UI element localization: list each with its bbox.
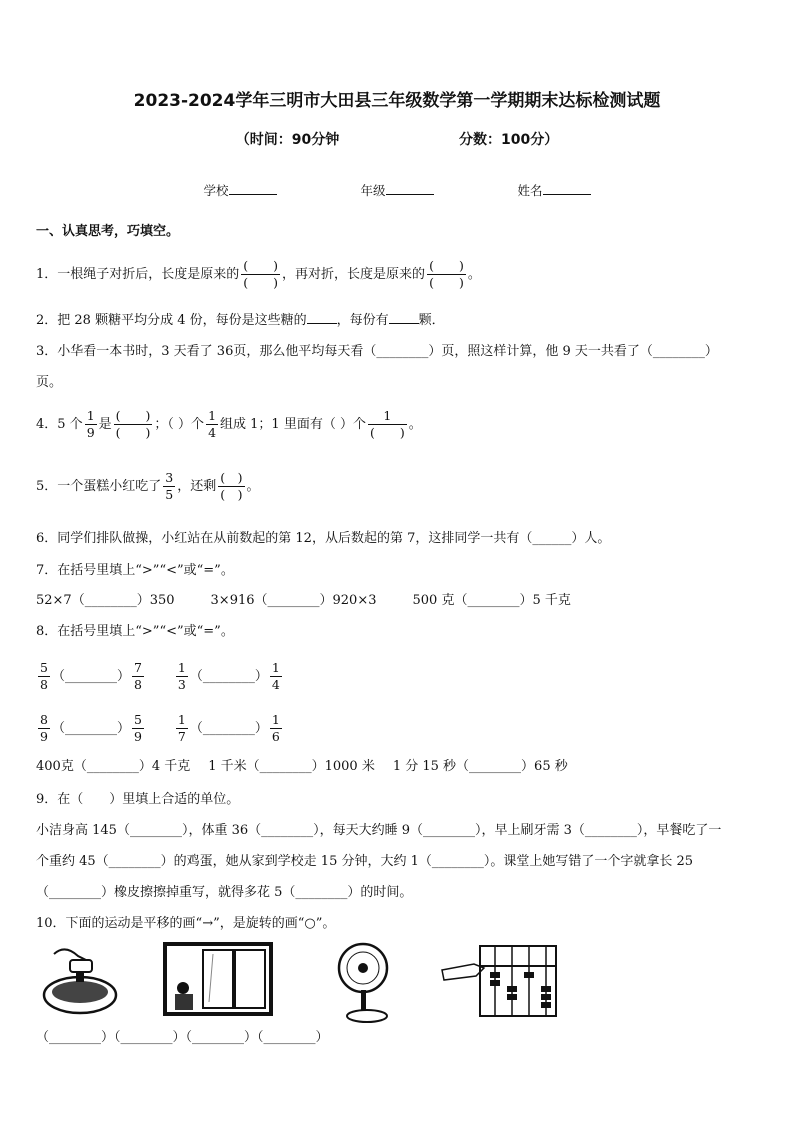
question-9-line2: 个重约 45（________）的鸡蛋，她从家到学校走 15 分钟，大约 1（________）。课堂上她写错了一个字就拿长 25: [36, 854, 694, 869]
question-7: 7．在括号里填上“>”“<”或“=”。: [36, 563, 234, 578]
question-3-cont: 页。: [36, 375, 63, 390]
page-title: 2023-2024学年三明市大田县三年级数学第一学期期末达标检测试题: [133, 91, 661, 111]
question-2: 2．把 28 颗糖平均分成 4 份，每份是这些糖的 ，每份有 颗．: [36, 313, 445, 328]
question-1: 1．一根绳子对折后，长度是原来的 $\frac{( )}{( )}$ ，再对折，长度是原来的 $\frac{( )}{( )}$ 。: [36, 258, 481, 290]
faucet-sink-image: [40, 940, 120, 1020]
name-field[interactable]: [543, 194, 591, 195]
question-10-answers[interactable]: （________）（________）（________）（________）: [36, 1030, 329, 1045]
question-9: 9．在（ ）里填上合适的单位。: [36, 792, 240, 807]
answer-blank[interactable]: [389, 323, 419, 324]
question-8-row1: $\frac{5}{8}$ （________） $\frac{7}{8}$ $\frac{1}{3}$ （________） $\frac{1}{4}$: [40, 660, 280, 692]
fraction: $\frac{3}{5}$: [165, 470, 174, 502]
fraction-blank[interactable]: $\frac{( )}{( )}$: [115, 408, 151, 440]
school-label: 学校: [203, 183, 229, 198]
grade-field[interactable]: [386, 194, 434, 195]
fraction-blank[interactable]: $\frac{( )}{( )}$: [429, 258, 464, 290]
question-8-row3: 400克（________）4 千克 1 千米（________）1000 米 1 分 15 秒（________）65 秒: [36, 759, 568, 774]
time-label: （时间：90分钟: [235, 132, 340, 148]
fraction-blank[interactable]: $\frac{( )}{( )}$: [220, 470, 243, 502]
question-4: 4．5 个 $\frac{1}{9}$ 是 $\frac{( )}{( )}$ ；（ ）个 $\frac{1}{4}$ 组成 1；1 里面有（ ）个 $\frac{1}{( )}$ 。: [36, 408, 422, 440]
question-9-line1: 小洁身高 145（________），体重 36（________），每天大约睡 9（________），早上刷牙需 3（________），早餐吃了一: [36, 823, 722, 838]
question-7-row: 52×7（________）350 3×916（________）920×3 500 克（________）5 千克: [36, 593, 571, 608]
name-label: 姓名: [517, 183, 543, 198]
question-6: 6．同学们排队做操，小红站在从前数起的第 12，从后数起的第 7，这排同学一共有（______）人。: [36, 531, 611, 546]
answer-blank[interactable]: （________）: [51, 721, 130, 736]
electric-fan-image: [335, 940, 395, 1024]
question-9-line3: （________）橡皮擦擦掉重写，就得多花 5（________）的时间。: [36, 885, 413, 900]
question-10: 10．下面的运动是平移的画“→”，是旋转的画“○”。: [36, 916, 336, 931]
answer-blank[interactable]: （________）: [189, 721, 268, 736]
fraction: $\frac{1}{4}$: [208, 408, 217, 440]
fraction-blank[interactable]: $\frac{1}{( )}$: [369, 408, 405, 440]
answer-blank[interactable]: （________）: [189, 669, 268, 684]
section-heading: 一、认真思考，巧填空。: [36, 224, 180, 239]
fraction: $\frac{1}{9}$: [86, 408, 95, 440]
grade-label: 年级: [360, 183, 386, 198]
answer-blank[interactable]: （________）: [51, 669, 130, 684]
subtitle: [0, 129, 794, 149]
score-label: 分数：100分）: [459, 132, 559, 148]
question-5: 5．一个蛋糕小红吃了 $\frac{3}{5}$ ，还剩 $\frac{( )}{( )}$ 。: [36, 470, 260, 502]
question-8-row2: $\frac{8}{9}$ （________） $\frac{5}{9}$ $\frac{1}{7}$ （________） $\frac{1}{6}$: [40, 712, 280, 744]
student-info: [0, 181, 794, 199]
question-3: 3．小华看一本书时，3 天看了 36页，那么他平均每天看（________）页，照这样计算，他 9 天一共看了（________）: [36, 344, 718, 359]
fraction-blank[interactable]: $\frac{( )}{( )}$: [243, 258, 279, 290]
abacus-image: [440, 942, 560, 1022]
question-8: 8．在括号里填上“>”“<”或“=”。: [36, 624, 234, 639]
answer-blank[interactable]: [307, 323, 337, 324]
school-field[interactable]: [229, 194, 277, 195]
sliding-window-image: [163, 942, 273, 1016]
